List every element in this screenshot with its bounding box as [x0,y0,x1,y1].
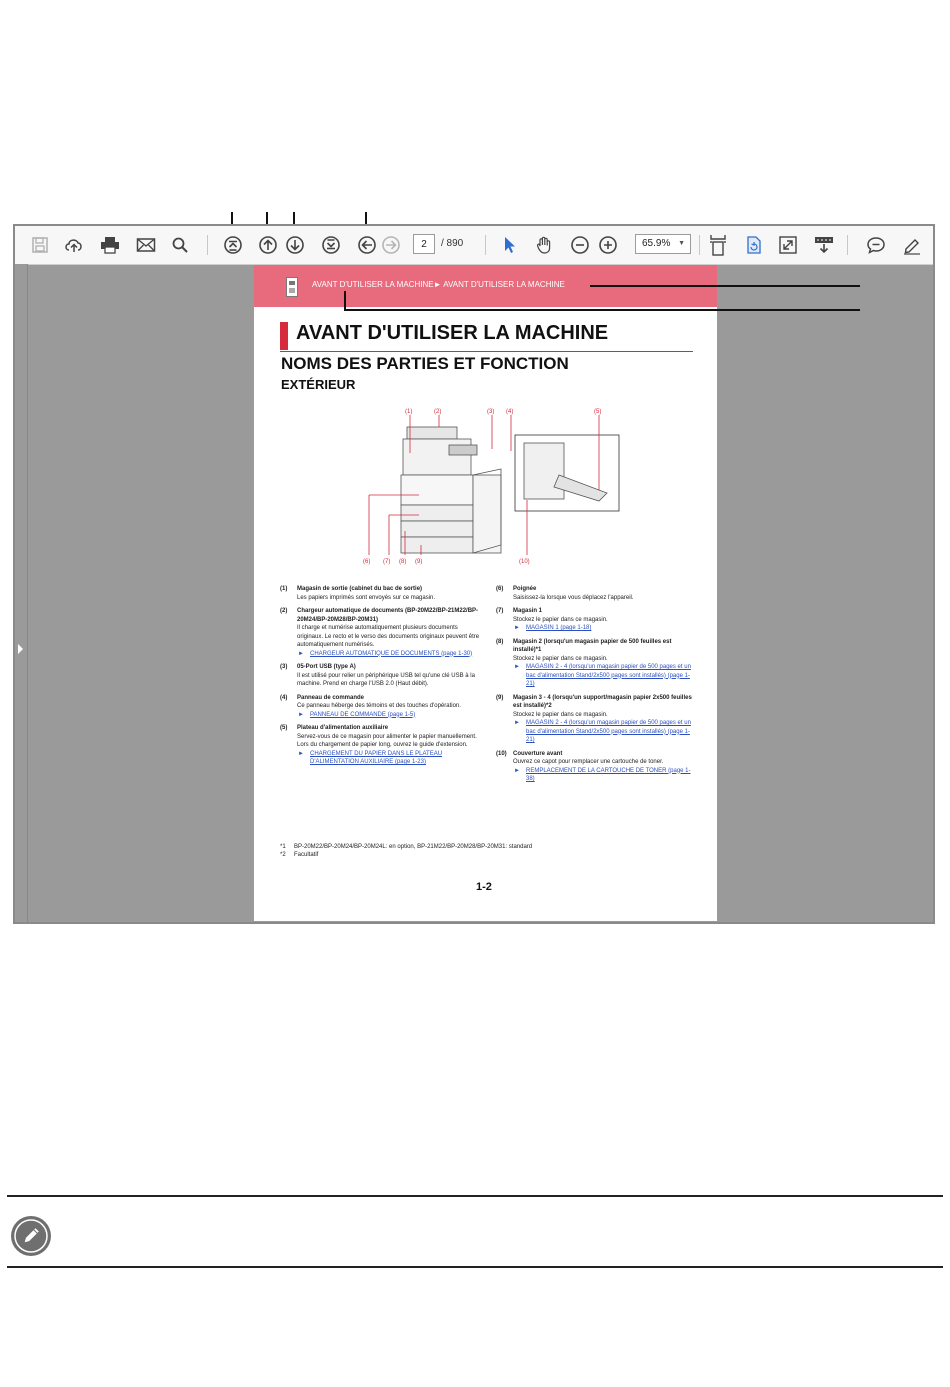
chevron-down-icon: ▼ [678,240,685,247]
document-page [254,265,717,921]
full-screen-icon[interactable] [775,232,801,258]
section-title: NOMS DES PARTIES ET FONCTION [281,354,569,373]
chapter-accent [280,322,288,350]
search-icon[interactable] [167,232,193,258]
zoom-in-icon[interactable] [595,232,621,258]
callout-line-breadcrumb [590,285,860,287]
list-item: (7) Magasin 1 Stockez le papier dans ce magasin. ► MAGASIN 1 (page 1-18) [496,607,696,633]
figure-label: (7) [383,559,391,565]
list-item: (6) Poignée Saisissez-la lorsque vous déplacez l'appareil. [496,586,634,601]
scroll-mode-icon[interactable] [811,232,837,258]
reference-link[interactable]: CHARGEUR AUTOMATIQUE DE DOCUMENTS (page 1-30) [310,650,473,657]
zoom-select[interactable] [635,234,691,254]
callout-line-breadcrumb-parent [344,309,860,311]
reference-link[interactable]: MAGASIN 2 - 4 (lorsqu'un magasin papier de 500 pages et un bac d'alimentation Stand/2x500 pages sont installés) (page 1-21) [526,664,691,687]
last-page-icon[interactable] [318,232,344,258]
page-total-label: / 890 [441,238,464,249]
page-number: 1-2 [476,881,492,893]
comment-icon[interactable] [863,232,889,258]
footnote: *1 BP-20M22/BP-20M24/BP-20M24L: en option, BP-21M22/BP-20M28/BP-20M31: standard [280,844,533,850]
save-icon[interactable] [27,232,53,258]
note-top-rule [7,1195,943,1197]
parts-list-left [280,585,480,772]
footnote: *2 Facultatif [280,852,319,858]
toolbar-separator [847,235,848,255]
page-number-input[interactable]: 2 [413,234,435,254]
machine-icon [286,277,298,297]
figure-label: (8) [399,559,407,565]
pencil-icon [11,1216,51,1256]
zoom-out-icon[interactable] [567,232,593,258]
figure-label: (4) [506,409,514,415]
list-item: (5) Plateau d'alimentation auxiliaire Servez-vous de ce magasin pour alimenter le papier manuellement. Lors du chargement de papier long, ouvrez le guide d'extension. ► CHARGEMENT DU PAPIER DANS LE PLATEAU D'ALIMENTATION AUXILIAIRE (page 1-23) [280,724,480,767]
reference-link[interactable]: PANNEAU DE COMMANDE (page 1-5) [310,711,416,718]
reference-link[interactable]: MAGASIN 1 (page 1-18) [526,625,592,631]
machine-illustration [349,405,629,575]
parts-list-right [496,585,696,789]
figure-label: (3) [487,409,495,415]
list-item: (9) Magasin 3 - 4 (lorsqu'un support/magasin papier 2x500 feuilles est installé)*2 Stockez le papier dans ce magasin. ► MAGASIN 2 - 4 (lorsqu'un magasin papier de 500 pages et un bac d'alimentation Stand/2x500 pages sont installés) (page 1-21) [496,694,696,745]
chapter-rule [280,351,693,352]
list-item: (3) 05-Port USB (type A) Il est utilisé pour relier un périphérique USB tel qu'une clé USB à la machine. Prend en charge l'USB 2.0 (Haut débit). [280,664,475,687]
zoom-value: 65.9% [642,238,671,249]
sidebar-toggle-rail[interactable] [15,264,28,922]
previous-page-icon[interactable] [255,232,281,258]
figure-label: (2) [434,409,442,415]
next-view-icon[interactable] [378,232,404,258]
first-page-icon[interactable] [220,232,246,258]
figure-label: (1) [405,409,413,415]
list-item: (1) Magasin de sortie (cabinet du bac de sortie) Les papiers imprimés sont envoyés sur ce magasin. [280,586,436,601]
email-icon[interactable] [133,232,159,258]
sign-icon[interactable] [899,232,925,258]
select-tool-icon[interactable] [497,232,523,258]
fit-page-icon[interactable] [705,232,731,258]
footnotes [280,843,532,859]
breadcrumb[interactable]: AVANT D'UTILISER LA MACHINE► AVANT D'UTILISER LA MACHINE [312,280,565,289]
figure-label: (6) [363,559,371,565]
note-bottom-rule [7,1266,943,1268]
reference-link[interactable]: CHARGEMENT DU PAPIER DANS LE PLATEAU D'ALIMENTATION AUXILIAIRE (page 1-23) [310,750,443,765]
list-item: (2) Chargeur automatique de documents (BP-20M22/BP-21M22/BP-20M24/BP-20M28/BP-20M31) Il charge et numérise automatiquement plusieurs documents originaux. Le recto et le verso des documents originaux peuvent être automatiquement numérisés. ► CHARGEUR AUTOMATIQUE DE DOCUMENTS (page 1-30) [280,607,480,658]
list-item: (4) Panneau de commande Ce panneau héberge des témoins et des touches d'opération. ► PANNEAU DE COMMANDE (page 1-5) [280,694,480,720]
subsection-title: EXTÉRIEUR [281,377,356,392]
hand-tool-icon[interactable] [531,232,557,258]
previous-view-icon[interactable] [354,232,380,258]
print-icon[interactable] [97,232,123,258]
toolbar-separator [699,235,700,255]
figure-label: (5) [594,409,602,415]
toolbar-separator [207,235,208,255]
rotate-icon[interactable] [741,232,767,258]
chapter-title: AVANT D'UTILISER LA MACHINE [296,322,609,344]
upload-icon[interactable] [61,232,87,258]
figure-label: (9) [415,559,423,565]
reference-link[interactable]: REMPLACEMENT DE LA CARTOUCHE DE TONER (page 1-38) [526,767,691,782]
expand-arrow-icon[interactable] [18,644,23,654]
pdf-viewer-window [13,224,935,924]
viewer-toolbar [15,226,933,265]
toolbar-separator [485,235,486,255]
figure-label: (10) [519,559,530,565]
next-page-icon[interactable] [282,232,308,258]
list-item: (10) Couverture avant Ouvrez ce capot pour remplacer une cartouche de toner. ► REMPLACEMENT DE LA CARTOUCHE DE TONER (page 1-38) [496,750,696,784]
list-item: (8) Magasin 2 (lorsqu'un magasin papier de 500 feuilles est installé)*1 Stockez le papier dans ce magasin. ► MAGASIN 2 - 4 (lorsqu'un magasin papier de 500 pages et un bac d'alimentation Stand/2x500 pages sont installés) (page 1-21) [496,638,696,689]
callout-line-breadcrumb-parent-stem [344,291,346,311]
reference-link[interactable]: MAGASIN 2 - 4 (lorsqu'un magasin papier de 500 pages et un bac d'alimentation Stand/2x500 pages sont installés) (page 1-21) [526,720,691,743]
